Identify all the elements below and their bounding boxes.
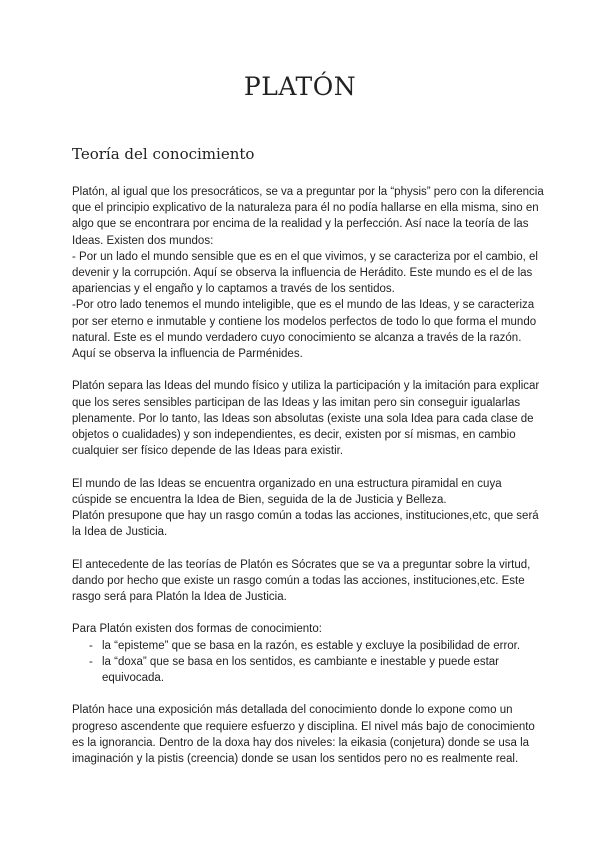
text-line: Ideas. Existen dos mundos: [72, 234, 214, 247]
text-line: la Idea de Justicia. [72, 526, 168, 539]
knowledge-list [72, 621, 532, 686]
text-line: que los seres sensibles participan de las Ideas y las imitan pero sin conseguir igualarlas [72, 396, 521, 409]
text-line: es la ignorancia. Dentro de la doxa hay dos niveles: la eikasia (conjetura) donde se usa la [72, 736, 530, 749]
text-line: dando por hecho que existe un rasgo común a todas las acciones, instituciones,etc. Este [72, 574, 525, 587]
document-body [72, 184, 544, 783]
paragraph [72, 378, 540, 459]
text-line: equivocada. [102, 672, 165, 685]
text-line: Platón presupone que hay un rasgo común a todas las acciones, instituciones,etc, que será [72, 510, 539, 523]
list-item [72, 654, 532, 686]
text-line: - Por un lado el mundo sensible que es en el que vivimos, y se caracteriza por el cambio, el [72, 250, 538, 263]
text-line: por ser eterno e inmutable y contiene los modelos perfectos de todo lo que forma el mundo [72, 315, 537, 328]
text-line: la “doxa” que se basa en los sentidos, es cambiante e inestable y puede estar [102, 655, 499, 668]
text-line: Platón separa las Ideas del mundo físico y utiliza la participación y la imitación para explicar [72, 380, 540, 393]
text-line: natural. Este es el mundo verdadero cuyo conocimiento se alcanza a través de la razón. [72, 331, 522, 344]
text-line: imaginación y la pistis (creencia) donde se usan los sentidos pero no es realmente real. [72, 753, 519, 766]
text-line: plenamente. Por lo tanto, las Ideas son absolutas (existe una sola Idea para cada clase de [72, 412, 534, 425]
text-line: Platón hace una exposición más detallada del conocimiento donde lo expone como un [72, 704, 513, 717]
text-line: -Por otro lado tenemos el mundo inteligible, que es el mundo de las Ideas, y se caracteriza [72, 299, 535, 312]
text-line: apariencias y el engaño y lo captamos a través de los sentidos. [72, 283, 395, 296]
text-line: cualquier ser físico depende de las Ideas para existir. [72, 445, 344, 458]
list-bullet: - [89, 655, 93, 668]
paragraph [72, 184, 544, 362]
text-line: objetos o cualidades) y son independientes, es decir, existen por sí mismas, en cambio [72, 429, 516, 442]
text-line: devenir y la corrupción. Aquí se observa la influencia de Herádito. Este mundo es el de las [72, 267, 533, 280]
paragraph [72, 476, 539, 541]
text-line: la “episteme” que se basa en la razón, es estable y excluye la posibilidad de error. [102, 639, 521, 652]
text-line: El antecedente de las teorías de Platón es Sócrates que se va a preguntar sobre la virtud, [72, 558, 531, 571]
section-heading: Teoría del conocimiento [72, 145, 255, 163]
text-line: algo que se encontrara por encima de la realidad y la perfección. Así nace la teoría de las [72, 218, 529, 231]
text-line: que el principio explicativo de la naturaleza para él no podía hallarse en ella misma, sino en [72, 202, 539, 215]
text-line: cúspide se encuentra la Idea de Bien, seguida de la de Justicia y Belleza. [72, 493, 447, 506]
text-line: progreso ascendente que requiere esfuerzo y disciplina. El nivel más bajo de conocimiento [72, 720, 535, 733]
paragraph [72, 702, 535, 767]
list-item [72, 638, 532, 654]
paragraph [72, 557, 532, 606]
text-line: El mundo de las Ideas se encuentra organizado en una estructura piramidal en cuya [72, 477, 502, 490]
page-title: PLATÓN [243, 72, 357, 101]
text-line: Platón, al igual que los presocráticos, se va a preguntar por la “physis” pero con la diferencia [72, 186, 544, 198]
list-bullet: - [89, 639, 93, 652]
text-line: rasgo será para Platón la Idea de Justicia. [72, 591, 287, 604]
text-line: Aquí se observa la influencia de Parménides. [72, 348, 303, 361]
list-intro: Para Platón existen dos formas de conocimiento: [72, 623, 322, 636]
